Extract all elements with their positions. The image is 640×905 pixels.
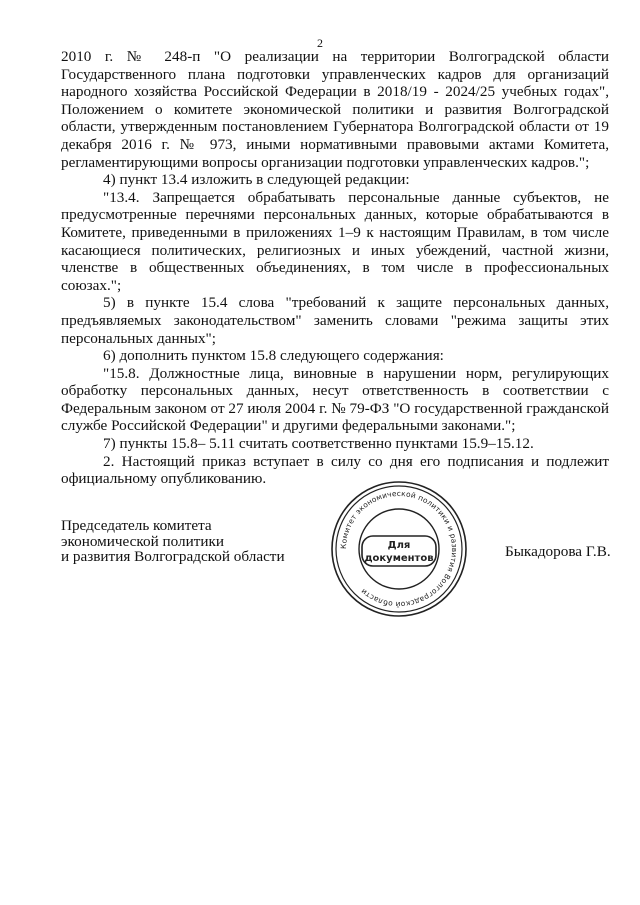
signatory-position bbox=[61, 518, 285, 565]
paragraph-item-7: 7) пункты 15.8– 5.11 считать соответственно пунктами 15.9–15.12. bbox=[103, 435, 534, 453]
paragraph-clause-13-4: "13.4. Запрещается обрабатывать персональные данные субъектов, не предусмотренные перечнями персональных данных, которые обрабатываются в Комитете, приведенными в приложениях 1–9 к настоящим Правилам, в том числе касающиеся политических, религиозных и иных убеждений, частной жизни, членстве в общественных объединениях, в том числе в профессиональных союзах."; bbox=[61, 188, 609, 294]
paragraph-item-5: 5) в пункте 15.4 слова "требований к защите персональных данных, предъявляемых законодательством" заменить словами "режима защиты этих персональных данных"; bbox=[61, 294, 609, 347]
official-stamp bbox=[329, 479, 469, 619]
signatory-position-line: и развития Волгоградской области bbox=[61, 548, 285, 565]
stamp-ring-text: Комитет экономической политики и развития Волгоградской области bbox=[338, 488, 460, 610]
paragraph-section-2: 2. Настоящий приказ вступает в силу со дня его подписания и подлежит официальному опубликованию. bbox=[61, 452, 609, 488]
signatory-name: Быкадорова Г.В. bbox=[505, 543, 611, 560]
paragraph-item-6: 6) дополнить пунктом 15.8 следующего содержания: bbox=[103, 347, 444, 365]
signatory-position-line: экономической политики bbox=[61, 532, 225, 550]
page-number: 2 bbox=[317, 36, 323, 50]
stamp-center-line: документов bbox=[364, 553, 434, 564]
stamp-center-line: Для bbox=[387, 540, 411, 551]
signatory-position-line: Председатель комитета bbox=[61, 517, 212, 534]
paragraph-clause-15-8: "15.8. Должностные лица, виновные в нарушении норм, регулирующих обработку персональных данных, несут ответственность в соответствии с Федеральным законом от 27 июля 2004 г. № 79-ФЗ "О государственной гражданской службе Российской Федерации" и другими федеральными законами."; bbox=[61, 364, 609, 435]
document-body bbox=[61, 48, 609, 488]
paragraph-continuation: 2010 г. № 248-п "О реализации на территории Волгоградской области Государственного плана подготовки управленческих кадров для организаций народного хозяйства Российской Федерации в 2018/19 - 2024/25 учебных годах", Положением о комитете экономической политики и развития Волгоградской области, утвержденным постановлением Губернатора Волгоградской области от 19 декабря 2016 г. № 973, иными нормативными правовыми актами Комитета, регламентирующими вопросы организации подготовки управленческих кадров."; bbox=[61, 48, 609, 171]
paragraph-item-4: 4) пункт 13.4 изложить в следующей редакции: bbox=[103, 171, 410, 189]
